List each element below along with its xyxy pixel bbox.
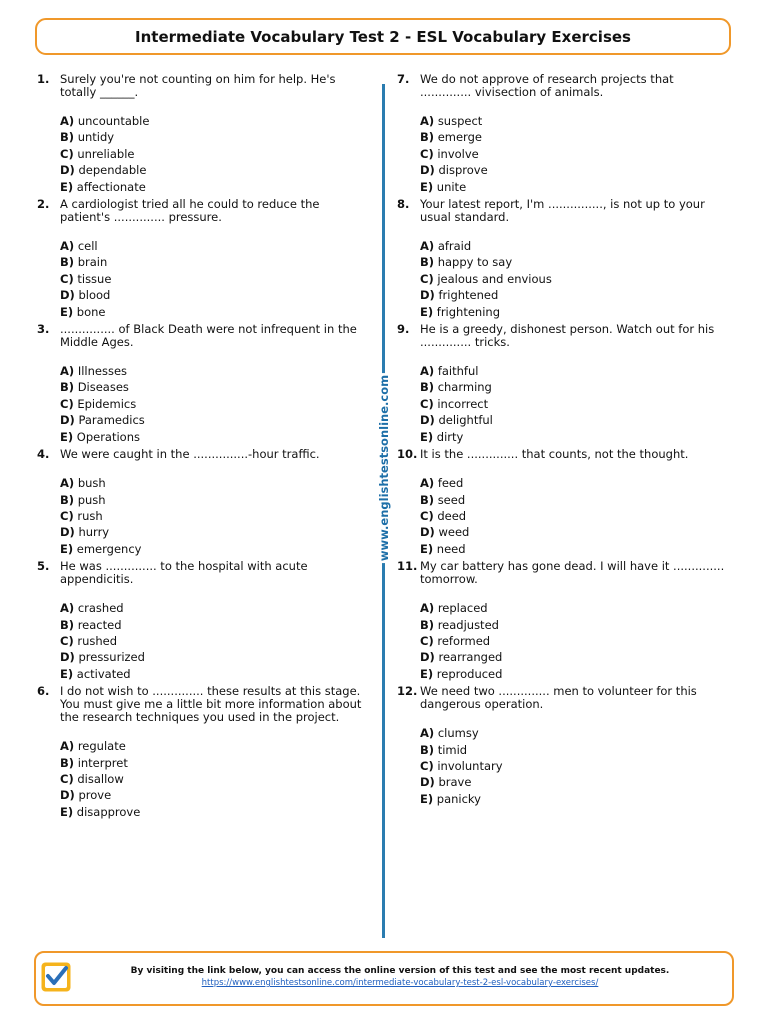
question-number: 3. <box>37 322 50 337</box>
option-item[interactable] <box>60 475 367 491</box>
option-letter: A) <box>60 114 75 128</box>
question-item <box>37 560 367 682</box>
question-text: Surely you're not counting on him for help. He's totally ______. <box>60 72 336 99</box>
option-letter: A) <box>420 239 435 254</box>
question-item <box>397 560 727 682</box>
option-item[interactable] <box>60 304 367 320</box>
option-letter: C) <box>60 771 74 786</box>
option-text: feed <box>437 476 464 491</box>
option-text: push <box>77 492 106 507</box>
option-letter: B) <box>420 742 435 757</box>
option-text: affectionate <box>76 179 146 194</box>
option-letter: C) <box>420 146 434 161</box>
option-text: need <box>436 541 466 556</box>
option-letter: E) <box>60 304 74 319</box>
option-item[interactable] <box>420 600 727 616</box>
option-item[interactable] <box>420 492 727 508</box>
option-text: jealous and envious <box>437 271 552 286</box>
option-letter: A) <box>60 601 75 616</box>
option-text: happy to say <box>437 255 513 270</box>
option-item[interactable] <box>420 508 727 524</box>
option-letter: B) <box>420 255 435 270</box>
option-letter: C) <box>60 633 74 648</box>
option-item[interactable] <box>420 162 727 178</box>
option-letter: E) <box>420 179 434 194</box>
option-letter: E) <box>420 541 434 556</box>
left-column <box>37 73 367 820</box>
option-item[interactable] <box>60 787 367 803</box>
option-text: charming <box>437 380 492 395</box>
option-letter: A) <box>60 739 75 754</box>
side-url-text: www.englishtestsonline.com <box>371 373 397 563</box>
option-item[interactable] <box>420 633 727 649</box>
option-letter: A) <box>420 114 435 128</box>
option-letter: B) <box>60 380 75 395</box>
options-list <box>60 113 367 195</box>
option-text: bush <box>77 476 106 491</box>
options-list <box>420 725 727 807</box>
question-text: It is the .............. that counts, not the thought. <box>420 447 689 462</box>
option-item[interactable] <box>420 758 727 774</box>
option-item[interactable] <box>60 179 367 195</box>
option-item[interactable] <box>60 396 367 412</box>
option-text: pressurized <box>78 650 145 665</box>
question-item <box>397 73 727 195</box>
option-letter: E) <box>420 791 434 806</box>
question-item <box>397 685 727 807</box>
option-letter: A) <box>420 726 435 741</box>
option-letter: E) <box>420 304 434 319</box>
option-text: regulate <box>77 739 126 754</box>
option-item[interactable] <box>60 804 367 820</box>
question-number: 12. <box>397 684 418 699</box>
option-text: panicky <box>436 791 481 806</box>
option-letter: B) <box>60 492 75 507</box>
option-letter: E) <box>60 179 74 194</box>
option-item[interactable] <box>60 412 367 428</box>
option-letter: A) <box>420 601 435 616</box>
option-letter: D) <box>60 163 75 178</box>
option-text: seed <box>437 492 466 507</box>
option-letter: C) <box>60 271 74 286</box>
option-text: Illnesses <box>77 364 128 379</box>
question-item <box>397 198 727 320</box>
question-number: 10. <box>397 447 418 462</box>
option-letter: D) <box>60 788 75 803</box>
question-item <box>397 323 727 445</box>
options-list <box>420 600 727 682</box>
question-text: Your latest report, I'm ..............., is not up to your usual standard. <box>420 197 705 225</box>
option-letter: A) <box>60 476 75 491</box>
option-letter: A) <box>420 476 435 491</box>
question-number: 8. <box>397 197 410 212</box>
option-letter: D) <box>420 650 435 665</box>
options-list <box>60 600 367 682</box>
option-item[interactable] <box>420 475 727 491</box>
checkbox-check-icon <box>40 961 72 993</box>
question-item <box>37 323 367 445</box>
option-letter: D) <box>60 413 75 428</box>
question-number: 6. <box>37 684 50 699</box>
footer-box <box>34 951 734 1006</box>
option-item[interactable] <box>60 287 367 303</box>
option-text: disprove <box>438 163 488 178</box>
option-letter: E) <box>60 429 74 444</box>
option-letter: C) <box>60 146 74 161</box>
option-item[interactable] <box>420 649 727 665</box>
question-item <box>37 198 367 320</box>
right-column <box>397 73 727 807</box>
question-number: 2. <box>37 197 50 212</box>
option-item[interactable] <box>60 508 367 524</box>
option-letter: E) <box>60 804 74 819</box>
option-item[interactable] <box>420 363 727 379</box>
option-text: delightful <box>438 413 493 428</box>
option-item[interactable] <box>420 412 727 428</box>
option-letter: A) <box>60 239 75 254</box>
option-text: hurry <box>78 525 110 540</box>
option-text: suspect <box>437 114 483 128</box>
option-letter: D) <box>60 288 75 303</box>
option-letter: E) <box>60 541 74 556</box>
option-item[interactable] <box>60 113 367 129</box>
option-text: Epidemics <box>77 396 137 411</box>
option-text: blood <box>78 288 111 303</box>
question-text: ............... of Black Death were not infrequent in the Middle Ages. <box>60 322 357 350</box>
option-letter: C) <box>60 508 74 523</box>
option-text: deed <box>437 508 467 523</box>
option-item[interactable] <box>60 617 367 633</box>
option-item[interactable] <box>420 774 727 790</box>
option-text: weed <box>438 525 470 540</box>
option-text: dirty <box>436 429 464 444</box>
options-list <box>420 475 727 557</box>
question-text: A cardiologist tried all he could to reduce the patient's .............. pressure. <box>60 197 320 225</box>
options-list <box>420 238 727 320</box>
option-text: reformed <box>437 633 491 648</box>
option-item[interactable] <box>60 771 367 787</box>
option-text: interpret <box>77 755 128 770</box>
question-text: He was .............. to the hospital with acute appendicitis. <box>60 559 308 587</box>
option-letter: D) <box>420 163 435 178</box>
question-item <box>37 73 367 195</box>
option-item[interactable] <box>420 379 727 395</box>
option-text: bone <box>76 304 106 319</box>
option-text: unreliable <box>77 146 135 161</box>
option-item[interactable] <box>60 649 367 665</box>
option-letter: B) <box>60 617 75 632</box>
option-text: brain <box>77 255 108 270</box>
question-text: We do not approve of research projects that .............. vivisection of animals. <box>420 72 674 99</box>
option-text: uncountable <box>77 114 150 128</box>
question-text: My car battery has gone dead. I will have it .............. tomorrow. <box>420 559 725 587</box>
option-letter: C) <box>420 396 434 411</box>
option-text: Paramedics <box>78 413 145 428</box>
option-text: cell <box>77 239 98 254</box>
option-text: disallow <box>77 771 124 786</box>
option-letter: A) <box>60 364 75 379</box>
option-item[interactable] <box>60 738 367 754</box>
option-item[interactable] <box>60 755 367 771</box>
option-item[interactable] <box>60 524 367 540</box>
question-number: 4. <box>37 447 50 462</box>
option-text: rearranged <box>438 650 503 665</box>
option-letter: A) <box>420 364 435 379</box>
option-letter: C) <box>420 758 434 773</box>
footer-note: By visiting the link below, you can access the online version of this test and see the most recent updates. <box>130 966 670 976</box>
option-item[interactable] <box>420 254 727 270</box>
option-item[interactable] <box>420 541 727 557</box>
option-text: crashed <box>77 601 124 616</box>
question-item <box>37 448 367 557</box>
options-list <box>420 113 727 195</box>
option-text: Diseases <box>77 380 129 395</box>
option-item[interactable] <box>60 429 367 445</box>
options-list <box>60 475 367 557</box>
option-text: activated <box>76 666 131 681</box>
option-item[interactable] <box>60 146 367 162</box>
option-text: rush <box>77 508 103 523</box>
option-letter: C) <box>420 633 434 648</box>
option-item[interactable] <box>60 254 367 270</box>
question-text: He is a greedy, dishonest person. Watch out for his .............. tricks. <box>420 322 715 350</box>
question-number: 9. <box>397 322 410 337</box>
option-item[interactable] <box>420 666 727 682</box>
option-item[interactable] <box>420 179 727 195</box>
option-text: unite <box>436 179 467 194</box>
option-item[interactable] <box>60 379 367 395</box>
option-text: untidy <box>77 130 115 145</box>
option-item[interactable] <box>60 271 367 287</box>
option-item[interactable] <box>420 271 727 287</box>
option-letter: D) <box>60 650 75 665</box>
option-item[interactable] <box>60 541 367 557</box>
option-item[interactable] <box>60 363 367 379</box>
option-item[interactable] <box>60 129 367 145</box>
option-text: involuntary <box>437 758 503 773</box>
options-list <box>420 363 727 445</box>
options-list <box>60 738 367 820</box>
option-item[interactable] <box>60 162 367 178</box>
option-text: involve <box>437 146 479 161</box>
option-letter: B) <box>420 492 435 507</box>
option-text: incorrect <box>437 396 489 411</box>
option-letter: E) <box>420 429 434 444</box>
question-text: We were caught in the ...............-hour traffic. <box>60 447 320 462</box>
option-letter: B) <box>420 617 435 632</box>
option-item[interactable] <box>420 146 727 162</box>
option-letter: D) <box>420 413 435 428</box>
question-text: We need two .............. men to volunteer for this dangerous operation. <box>420 684 697 712</box>
option-letter: C) <box>60 396 74 411</box>
question-number: 7. <box>397 72 410 86</box>
option-item[interactable] <box>60 666 367 682</box>
option-item[interactable] <box>60 492 367 508</box>
option-letter: D) <box>420 525 435 540</box>
option-item[interactable] <box>420 238 727 254</box>
option-item[interactable] <box>420 791 727 807</box>
option-item[interactable] <box>60 633 367 649</box>
option-text: rushed <box>77 633 118 648</box>
option-text: faithful <box>437 364 479 379</box>
option-text: reacted <box>77 617 122 632</box>
option-letter: D) <box>60 525 75 540</box>
option-letter: D) <box>420 288 435 303</box>
footer-link[interactable]: https://www.englishtestsonline.com/intermediate-vocabulary-test-2-esl-vocabulary-exercises/ <box>201 978 599 988</box>
question-number: 11. <box>397 559 418 574</box>
option-text: timid <box>437 742 468 757</box>
option-letter: B) <box>60 755 75 770</box>
option-letter: C) <box>420 508 434 523</box>
option-text: reproduced <box>436 666 503 681</box>
option-letter: B) <box>60 130 75 145</box>
question-item <box>37 685 367 820</box>
option-text: tissue <box>77 271 112 286</box>
option-text: brave <box>438 775 472 790</box>
option-letter: B) <box>60 255 75 270</box>
question-number: 5. <box>37 559 50 574</box>
footer-text <box>76 966 724 988</box>
options-list <box>60 363 367 445</box>
option-text: disapprove <box>76 804 141 819</box>
option-letter: D) <box>420 775 435 790</box>
option-item[interactable] <box>420 725 727 741</box>
option-text: frightened <box>438 288 499 303</box>
option-letter: E) <box>60 666 74 681</box>
option-item[interactable] <box>420 617 727 633</box>
option-text: dependable <box>78 163 147 178</box>
option-text: Operations <box>76 429 141 444</box>
option-letter: C) <box>420 271 434 286</box>
option-item[interactable] <box>420 742 727 758</box>
option-letter: B) <box>420 130 435 145</box>
option-text: clumsy <box>437 726 479 741</box>
title-box <box>35 18 731 55</box>
option-text: readjusted <box>437 617 499 632</box>
option-item[interactable] <box>420 429 727 445</box>
option-item[interactable] <box>420 129 727 145</box>
option-item[interactable] <box>60 600 367 616</box>
option-item[interactable] <box>420 287 727 303</box>
question-text: I do not wish to .............. these results at this stage. You must give me a little bit more information about the research techniques you used in the project. <box>60 684 362 725</box>
option-letter: B) <box>420 380 435 395</box>
option-letter: E) <box>420 666 434 681</box>
option-item[interactable] <box>420 113 727 129</box>
option-item[interactable] <box>420 396 727 412</box>
option-item[interactable] <box>420 304 727 320</box>
option-text: afraid <box>437 239 472 254</box>
option-text: prove <box>78 788 112 803</box>
question-item <box>397 448 727 557</box>
option-item[interactable] <box>420 524 727 540</box>
option-text: replaced <box>437 601 488 616</box>
page-title: Intermediate Vocabulary Test 2 - ESL Vocabulary Exercises <box>135 27 631 46</box>
option-text: emergency <box>76 541 142 556</box>
options-list <box>60 238 367 320</box>
question-number: 1. <box>37 72 50 86</box>
option-text: frightening <box>436 304 500 319</box>
option-text: emerge <box>437 130 482 145</box>
option-item[interactable] <box>60 238 367 254</box>
